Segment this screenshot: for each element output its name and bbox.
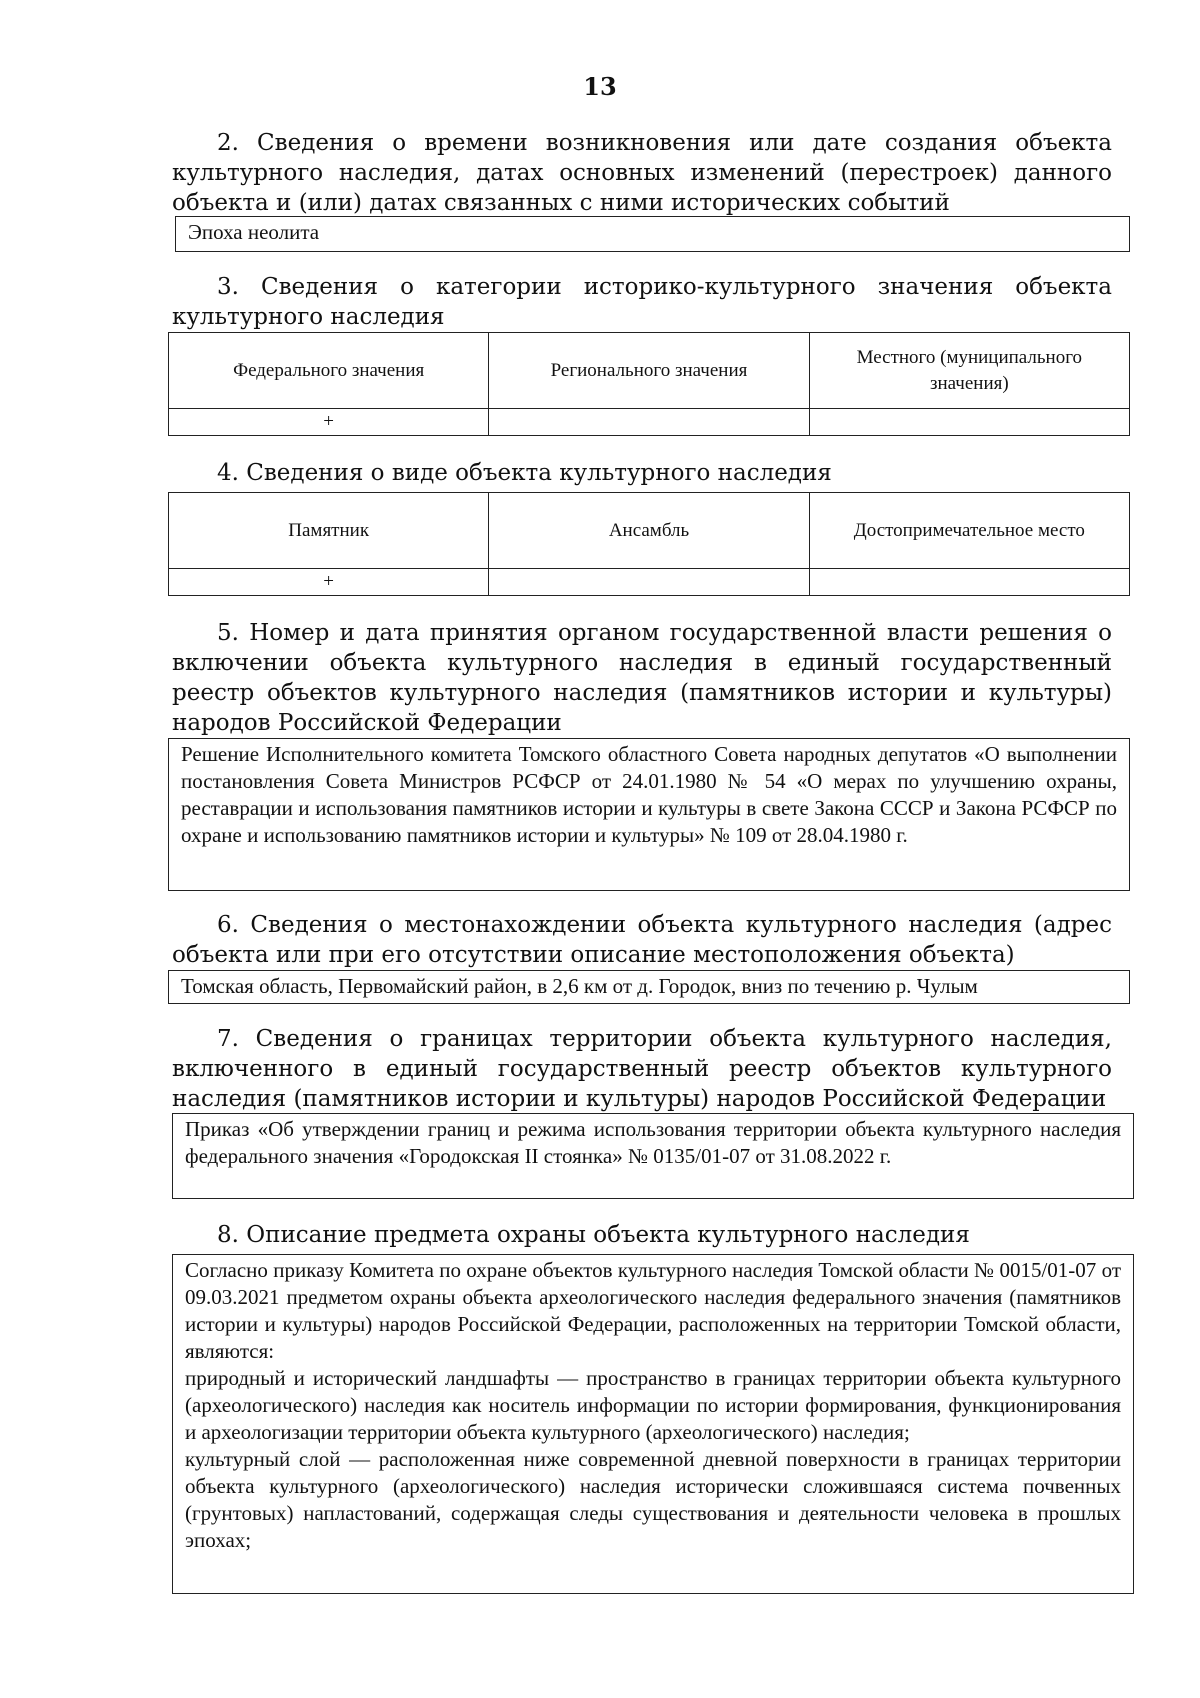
section-6-value: Томская область, Первомайский район, в 2,6 км от д. Городок, вниз по течению р. Чулым — [181, 974, 978, 998]
section-8-value-box — [172, 1254, 1134, 1594]
protection-paragraph: природный и исторический ландшафты — пространство в границах территории объекта культурного (археологического) наследия как носитель информации по истории формирования, функционирования и археологизации территории объекта культурного (археологического) наследия; — [185, 1366, 1121, 1444]
category-value-regional — [489, 409, 809, 436]
category-table — [168, 332, 1130, 436]
section-2-value: Эпоха неолита — [188, 220, 320, 244]
section-5-value-box — [168, 738, 1130, 891]
section-6-heading: 6. Сведения о местонахождении объекта культурного наследия (адрес объекта или при его отсутствии описание местоположения объекта) — [172, 912, 1112, 968]
category-header-federal: Федерального значения — [169, 333, 489, 409]
section-5-heading: 5. Номер и дата принятия органом государственной власти решения о включении объекта культурного наследия в единый государственный реестр объектов культурного наследия (памятников истории и культуры) народов Российской Федерации — [172, 620, 1112, 736]
category-value-federal: + — [169, 409, 489, 436]
section-8-heading: 8. Описание предмета охраны объекта культурного наследия — [217, 1222, 970, 1248]
protection-paragraph: культурный слой — расположенная ниже современной дневной поверхности в границах территории объекта культурного (археологического) наследия исторически сложившаяся система почвенных (грунтовых) напластований, содержащая следы существования и деятельности человека в прошлых эпохах; — [185, 1447, 1121, 1552]
type-value-landmark — [809, 569, 1129, 596]
type-value-ensemble — [489, 569, 809, 596]
type-header-landmark: Достопримечательное место — [809, 493, 1129, 569]
category-value-local — [809, 409, 1129, 436]
type-table — [168, 492, 1130, 596]
type-header-monument: Памятник — [169, 493, 489, 569]
section-2-heading: 2. Сведения о времени возникновения или дате создания объекта культурного наследия, датах основных изменений (перестроек) данного объекта и (или) датах связанных с ними исторических событий — [172, 130, 1112, 216]
protection-paragraph: Согласно приказу Комитета по охране объектов культурного наследия Томской области № 0015/01-07 от 09.03.2021 предметом охраны объекта археологического наследия федерального значения (памятников истории и культуры) народов Российской Федерации, расположенных на территории Томской области, являются: — [185, 1258, 1121, 1363]
type-value-monument: + — [169, 569, 489, 596]
section-6-value-box — [168, 970, 1130, 1004]
section-7-value: Приказ «Об утверждении границ и режима использования территории объекта культурного наследия федерального значения «Городокская II стоянка» № 0135/01-07 от 31.08.2022 г. — [185, 1117, 1121, 1168]
category-header-local: Местного (муниципального значения) — [809, 333, 1129, 409]
section-7-heading: 7. Сведения о границах территории объекта культурного наследия, включенного в единый государственный реестр объектов культурного наследия (памятников истории и культуры) народов Российской Федерации — [172, 1026, 1112, 1112]
section-5-value: Решение Исполнительного комитета Томского областного Совета народных депутатов «О выполнении постановления Совета Министров РСФСР от 24.01.1980 № 54 «О мерах по улучшению охраны, реставрации и использования памятников истории и культуры в свете Закона СССР и Закона РСФСР по охране и использованию памятников истории и культуры» № 109 от 28.04.1980 г. — [181, 742, 1117, 847]
section-2-value-box — [175, 216, 1130, 252]
type-header-ensemble: Ансамбль — [489, 493, 809, 569]
section-7-value-box — [172, 1113, 1134, 1199]
section-3-heading: 3. Сведения о категории историко-культурного значения объекта культурного наследия — [172, 274, 1112, 330]
category-header-regional: Регионального значения — [489, 333, 809, 409]
page-number: 13 — [583, 72, 617, 101]
section-4-heading: 4. Сведения о виде объекта культурного наследия — [217, 460, 832, 486]
